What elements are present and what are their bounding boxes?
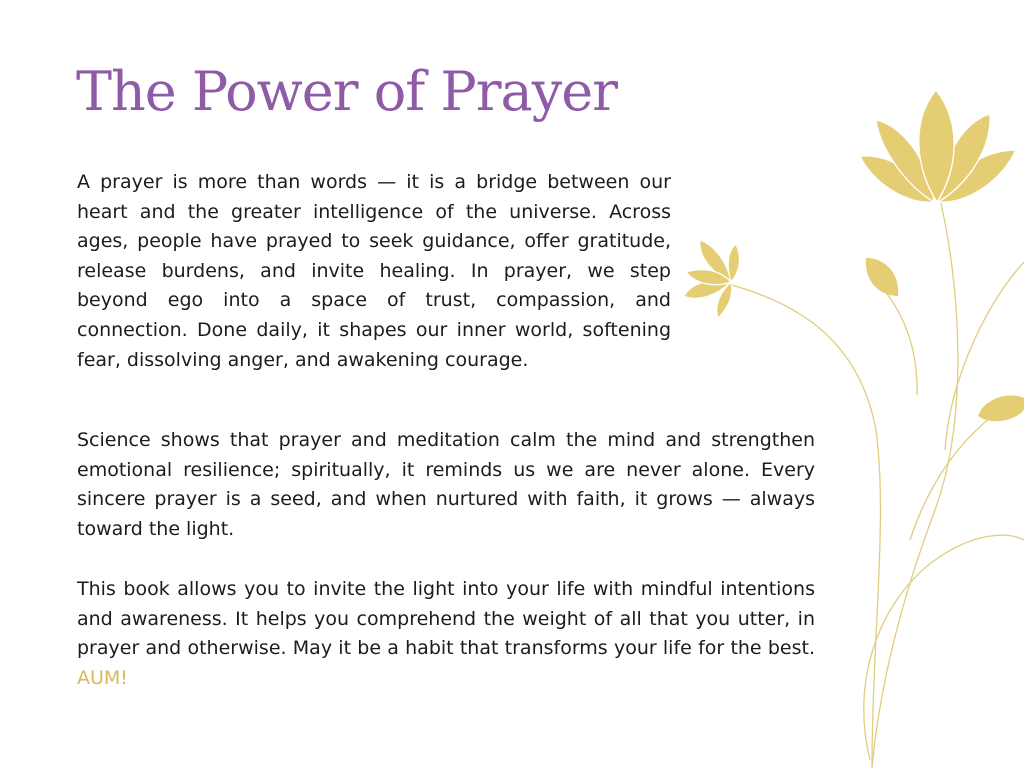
paragraph-intro: A prayer is more than words — it is a bridge between our heart and the greater intelligence of the universe. Across ages, people have prayed to seek guidance, offer gratitude, release burdens, and invite healing. In prayer, we step beyond ego into a space of trust, compassion, and connection. Done daily, it shapes our inner world, softening fear, dissolving anger, and awakening courage.	[77, 171, 671, 371]
golden-lotus-flowers-icon	[660, 80, 1024, 768]
page-title: The Power of Prayer	[76, 60, 618, 123]
closing-text: This book allows you to invite the light into your life with mindful intentions and awareness. It helps you comprehend the weight of all that you utter, in prayer and otherwise. May it be a habit that transforms your life for the best.	[77, 578, 815, 660]
aum-accent: AUM!	[77, 666, 128, 689]
paragraph-science: Science shows that prayer and meditation calm the mind and strengthen emotional resilience; spiritually, it reminds us we are never alone. Every sincere prayer is a seed, and when nurtured with faith, it grows — always toward the light.	[77, 429, 815, 540]
